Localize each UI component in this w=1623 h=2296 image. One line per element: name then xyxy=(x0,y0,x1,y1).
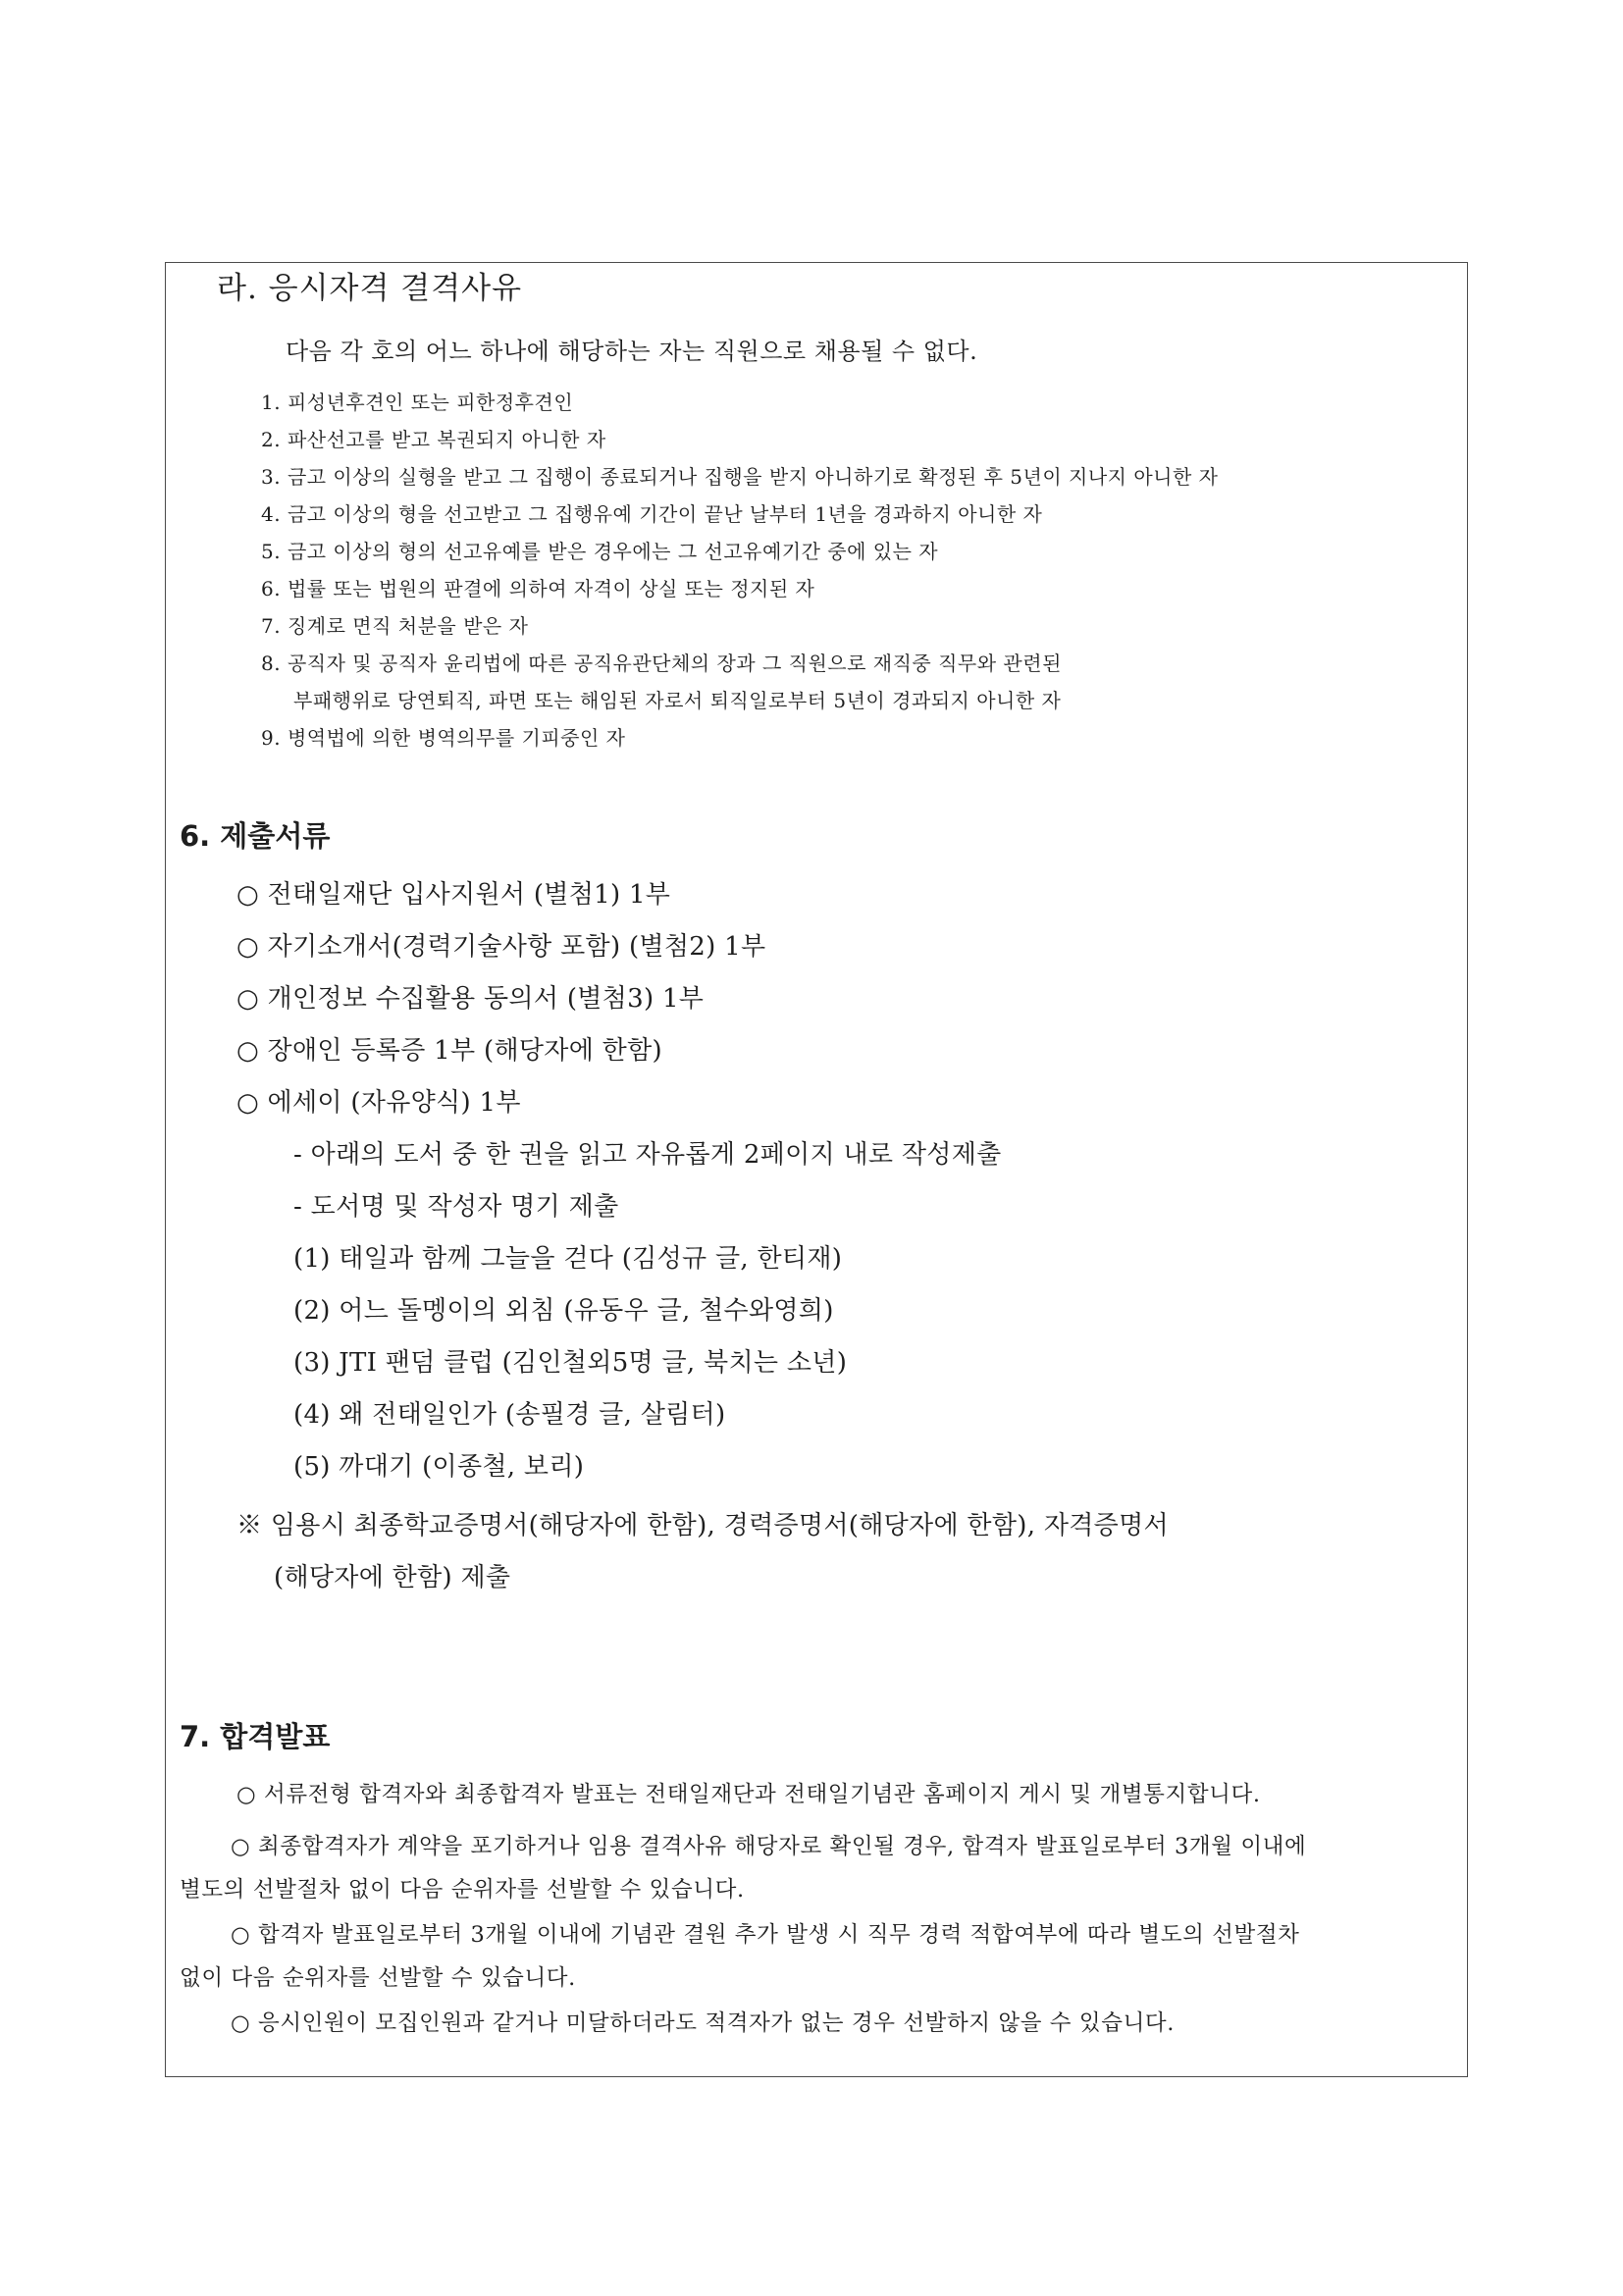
book-item: (2) 어느 돌멩이의 외침 (유동우 글, 철수와영희) xyxy=(293,1296,834,1326)
book-item: (1) 태일과 함께 그늘을 걷다 (김성규 글, 한티재) xyxy=(293,1244,843,1274)
appointment-note-continued: (해당자에 한함) 제출 xyxy=(274,1563,511,1592)
book-item: (4) 왜 전태일인가 (송필경 글, 살림터) xyxy=(293,1400,726,1430)
disqualification-item-continued: 부패행위로 당연퇴직, 파면 또는 해임된 자로서 퇴직일로부터 5년이 경과되지 아니한 자 xyxy=(293,689,1062,712)
disqualification-item: 4. 금고 이상의 형을 선고받고 그 집행유예 기간이 끝난 날부터 1년을 경과하지 아니한 자 xyxy=(261,502,1043,526)
disqualification-item: 9. 병역법에 의한 병역의무를 기피중인 자 xyxy=(261,726,626,750)
essay-note: - 아래의 도서 중 한 권을 읽고 자유롭게 2페이지 내로 작성제출 xyxy=(293,1140,1002,1170)
announcement-paragraph: ○ 응시인원이 모집인원과 같거나 미달하더라도 적격자가 없는 경우 선발하지 않을 수 있습니다. xyxy=(231,2010,1175,2036)
disqualification-item: 3. 금고 이상의 실형을 받고 그 집행이 종료되거나 집행을 받지 아니하기로 확정된 후 5년이 지나지 아니한 자 xyxy=(261,465,1219,489)
announcement-paragraph: ○ 최종합격자가 계약을 포기하거나 임용 결격사유 해당자로 확인될 경우, 합격자 발표일로부터 3개월 이내에 xyxy=(231,1834,1307,1859)
disqualification-item: 6. 법률 또는 법원의 판결에 의하여 자격이 상실 또는 정지된 자 xyxy=(261,577,815,600)
essay-note: - 도서명 및 작성자 명기 제출 xyxy=(293,1192,619,1222)
document-item: ○ 에세이 (자유양식) 1부 xyxy=(236,1088,521,1118)
announcement-paragraph: ○ 서류전형 합격자와 최종합격자 발표는 전태일재단과 전태일기념관 홈페이지 게시 및 개별통지합니다. xyxy=(236,1782,1261,1807)
disqualification-item: 2. 파산선고를 받고 복권되지 아니한 자 xyxy=(261,428,606,451)
section-ra-title: 라. 응시자격 결격사유 xyxy=(217,271,523,306)
document-item: ○ 장애인 등록증 1부 (해당자에 한함) xyxy=(236,1036,662,1066)
appointment-note: ※ 임용시 최종학교증명서(해당자에 한함), 경력증명서(해당자에 한함), 자격증명서 xyxy=(236,1511,1169,1540)
section-6-title: 6. 제출서류 xyxy=(180,819,331,853)
announcement-paragraph-continued: 없이 다음 순위자를 선발할 수 있습니다. xyxy=(180,1965,576,1991)
document-item: ○ 자기소개서(경력기술사항 포함) (별첨2) 1부 xyxy=(236,932,766,962)
announcement-paragraph: ○ 합격자 발표일로부터 3개월 이내에 기념관 결원 추가 발생 시 직무 경력 적합여부에 따라 별도의 선발절차 xyxy=(231,1922,1300,1948)
disqualification-item: 8. 공직자 및 공직자 윤리법에 따른 공직유관단체의 장과 그 직원으로 재직중 직무와 관련된 xyxy=(261,652,1062,675)
book-item: (5) 까대기 (이종철, 보리) xyxy=(293,1452,585,1482)
document-item: ○ 개인정보 수집활용 동의서 (별첨3) 1부 xyxy=(236,984,705,1014)
document-item: ○ 전태일재단 입사지원서 (별첨1) 1부 xyxy=(236,880,671,910)
section-ra-lead: 다음 각 호의 어느 하나에 해당하는 자는 직원으로 채용될 수 없다. xyxy=(286,338,978,365)
section-7-title: 7. 합격발표 xyxy=(180,1720,331,1753)
document-frame xyxy=(165,262,1468,2077)
disqualification-item: 5. 금고 이상의 형의 선고유예를 받은 경우에는 그 선고유예기간 중에 있는 자 xyxy=(261,540,939,563)
disqualification-item: 7. 징계로 면직 처분을 받은 자 xyxy=(261,614,529,638)
book-item: (3) JTI 팬덤 클럽 (김인철외5명 글, 북치는 소년) xyxy=(293,1348,848,1378)
disqualification-item: 1. 피성년후견인 또는 피한정후견인 xyxy=(261,391,574,414)
announcement-paragraph-continued: 별도의 선발절차 없이 다음 순위자를 선발할 수 있습니다. xyxy=(180,1877,745,1903)
